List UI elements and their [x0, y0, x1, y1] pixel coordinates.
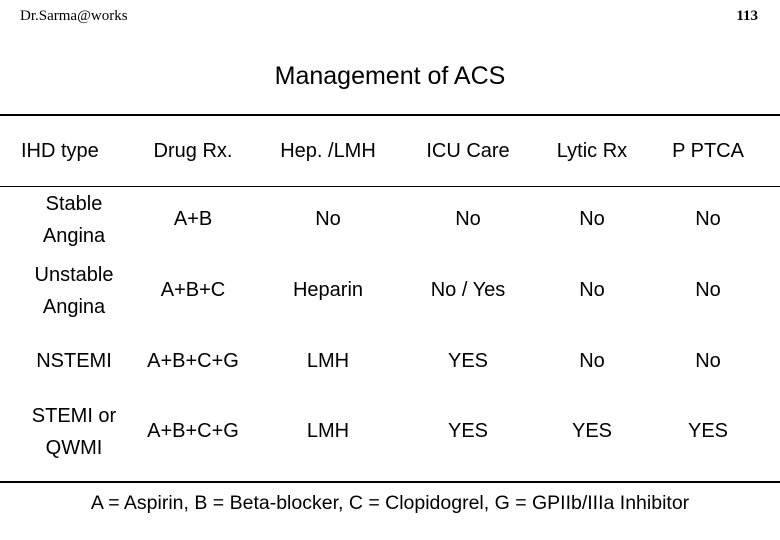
lytic-rx-cell: No	[579, 279, 605, 301]
lytic-rx-cell: YES	[571, 420, 613, 442]
icu-care-cell: No	[455, 208, 481, 230]
ihd-type-cell	[15, 255, 133, 326]
p-ptca-cell: No	[695, 279, 721, 301]
acs-management-table	[15, 118, 765, 467]
author-label: Dr.Sarma@works	[20, 8, 128, 24]
ihd-type-line1: Unstable	[34, 263, 114, 286]
icu-care-cell: No / Yes	[430, 279, 506, 301]
ihd-type-line2: Angina	[42, 295, 106, 318]
hep-lmh-cell: LMH	[306, 349, 350, 372]
ihd-type-line2: Angina	[42, 224, 106, 247]
ihd-type-cell	[15, 396, 133, 467]
hep-lmh-cell: LMH	[306, 420, 350, 442]
table-row	[15, 396, 765, 467]
table-top-rule	[0, 114, 780, 116]
col-header-lytic-rx: Lytic Rx	[556, 139, 628, 162]
ihd-type-line1: STEMI or	[31, 404, 117, 427]
table-bottom-rule	[0, 481, 780, 483]
lytic-rx-cell: No	[579, 349, 605, 372]
col-header-icu-care: ICU Care	[426, 139, 510, 162]
table-header-row	[15, 118, 765, 184]
table-row	[15, 326, 765, 396]
page-title: Management of ACS	[274, 62, 506, 90]
drug-rx-cell: A+B+C	[160, 279, 226, 301]
ihd-type-line1: NSTEMI	[36, 350, 112, 372]
page-number: 113	[736, 8, 758, 24]
icu-care-cell: YES	[447, 420, 489, 442]
ihd-type-cell	[15, 326, 133, 396]
abbreviation-footnote: A = Aspirin, B = Beta-blocker, C = Clopidogrel, G = GPIIb/IIIa Inhibitor	[90, 492, 690, 514]
col-header-ihd-type: IHD type	[21, 139, 99, 162]
hep-lmh-cell: No	[315, 208, 341, 230]
ihd-type-cell	[15, 184, 133, 255]
drug-rx-cell: A+B+C+G	[147, 349, 239, 372]
hep-lmh-cell: Heparin	[292, 279, 364, 301]
lytic-rx-cell: No	[579, 208, 605, 230]
ihd-type-line2: QWMI	[45, 436, 103, 459]
col-header-drug-rx: Drug Rx.	[153, 139, 233, 162]
table-row	[15, 184, 765, 255]
drug-rx-cell: A+B	[173, 208, 213, 230]
p-ptca-cell: No	[695, 349, 721, 372]
p-ptca-cell: YES	[687, 420, 729, 442]
table-row	[15, 255, 765, 326]
drug-rx-cell: A+B+C+G	[147, 420, 239, 442]
col-header-p-ptca: P PTCA	[672, 139, 744, 162]
col-header-hep-lmh: Hep. /LMH	[280, 139, 376, 162]
ihd-type-line1: Stable	[45, 192, 103, 215]
icu-care-cell: YES	[447, 349, 489, 372]
p-ptca-cell: No	[695, 208, 721, 230]
